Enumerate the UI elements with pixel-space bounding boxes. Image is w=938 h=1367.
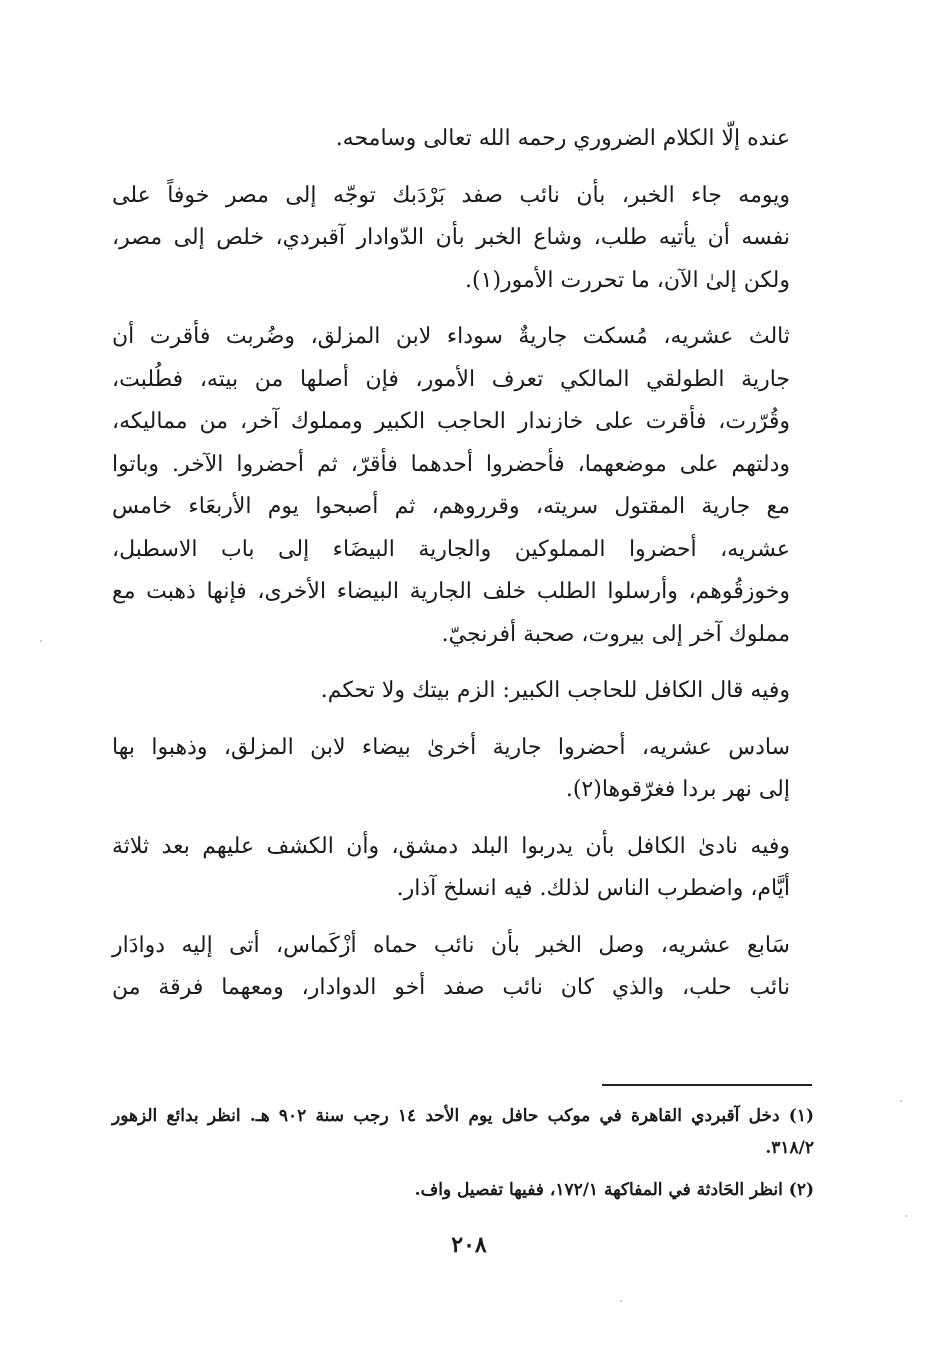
text-line: نفسه أن يأتيه طلب، وشاع الخبر بأن الدّوادار آقبردي، خلص إلى مصر، — [112, 225, 790, 250]
text-line: ويومه جاء الخبر، بأن نائب صفد بَرْدَبك توجّه إلى مصر خوفاً على — [112, 182, 790, 208]
text-line: وخوزقُوهم، وأرسلوا الطلب خلف الجارية البيضاء الأخرى، فإنها ذهبت مع — [112, 579, 790, 604]
text-line: وفيه قال الكافل للحاجب الكبير: الزم بيتك ولا تحكم. — [320, 678, 790, 703]
paragraph-5 — [112, 727, 814, 812]
main-text — [112, 118, 814, 1024]
footnote-separator — [602, 1084, 812, 1086]
scan-speck — [900, 1100, 902, 1102]
scan-speck — [620, 1300, 622, 1302]
text-line: ولكن إلىٰ الآن، ما تحررت الأمور(١). — [465, 267, 790, 293]
scan-speck — [905, 1215, 907, 1217]
text-line: مع جارية المقتول سريته، وقرروهم، ثم أصبحوا يوم الأربعَاء خامس — [112, 494, 790, 519]
text-line: سَابع عشريه، وصل الخبر بأن نائب حماه أزْكَماس، أتى إليه دوادَار — [112, 932, 790, 958]
text-line: نائب حلب، والذي كان نائب صفد أخو الدوادار، ومعهما فرقة من — [112, 975, 790, 1000]
text-line: ثالث عشريه، مُسكت جاريةٌ سوداء لابن المزلق، وضُربت فأقرت أن — [112, 324, 790, 349]
text-line: سادس عشريه، أحضروا جارية أخرىٰ بيضاء لابن المزلق، وذهبوا بها — [112, 734, 790, 760]
scan-speck — [40, 640, 42, 642]
paragraph-4 — [112, 670, 814, 713]
text-line: عنده إلّا الكلام الضروري رحمه الله تعالى وسامحه. — [335, 126, 790, 151]
text-line: أيَّام، واضطرب الناس لذلك. فيه انسلخ آذار. — [396, 876, 790, 901]
text-line: وقُرّرت، فأقرت على خازندار الحاجب الكبير ومملوك آخر، من مماليكه، — [112, 409, 790, 434]
footnotes — [112, 1100, 814, 1216]
paragraph-1 — [112, 118, 814, 161]
text-line: عشريه، أحضروا المملوكين والجارية البيضَاء إلى باب الاسطبل، — [112, 536, 790, 562]
paragraph-3 — [112, 316, 814, 656]
footnote-1: (١) دخل آقبردي القاهرة في موكب حافل يوم الأحد ١٤ رجب سنة ٩٠٢ هـ. انظر بدائع الزهور ٣١٨/٢. — [112, 1106, 815, 1158]
footnote-2: (٢) انظر الحَادثة في المفاكهة ١٧٢/١، ففيها تفصيل واف. — [414, 1180, 814, 1200]
paragraph-7 — [112, 925, 814, 1010]
text-line: إلى نهر بردا فغرّقوها(٢). — [565, 777, 790, 802]
text-line: وفيه نادىٰ الكافل بأن يدربوا البلد دمشق، وأن الكشف عليهم بعد ثلاثة — [112, 833, 790, 859]
page-number: ٢٠٨ — [451, 1232, 487, 1258]
paragraph-2 — [112, 175, 814, 303]
text-line: مملوك آخر إلى بيروت، صحبة أفرنجيّ. — [441, 621, 790, 647]
text-line: جارية الطولقي المالكي تعرف الأمور، فإن أصلها من بيته، فطُلبت، — [112, 366, 790, 392]
paragraph-6 — [112, 826, 814, 911]
text-line: ودلتهم على موضعهما، فأحضروا أحدهما فأقرّ، ثم أحضروا الآخر. وباتوا — [112, 451, 790, 477]
